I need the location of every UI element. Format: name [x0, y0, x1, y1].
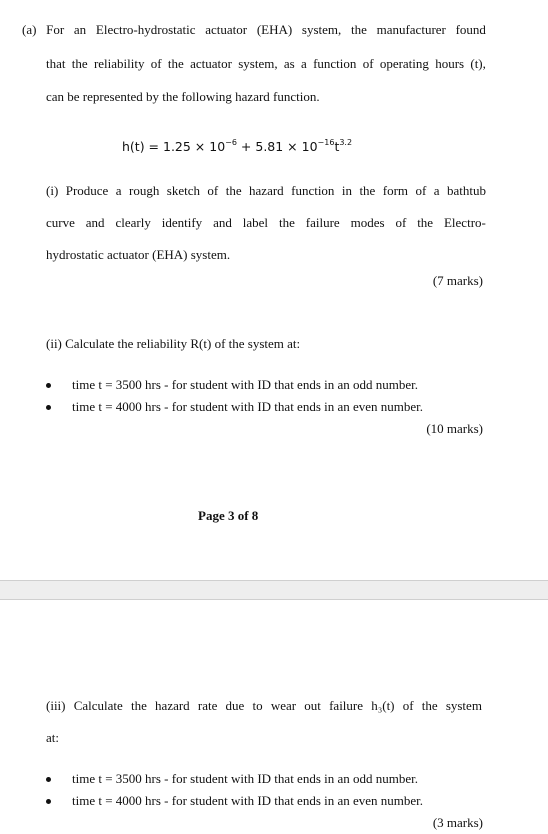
part-i-marks: (7 marks): [432, 273, 483, 288]
word: label: [242, 215, 269, 230]
equation-exponent-2: −16: [317, 138, 335, 147]
word: identify: [161, 215, 203, 230]
bullet-dot: [46, 777, 51, 782]
word: operating: [379, 56, 429, 71]
bullet-dot: [46, 405, 51, 410]
word: Electro-hydrostatic: [95, 22, 196, 37]
word: hours: [435, 56, 465, 71]
para-a-line-1: [22, 22, 486, 38]
word: system,: [238, 56, 278, 71]
word: the: [130, 698, 147, 713]
word: and: [213, 215, 232, 230]
word: the: [350, 22, 367, 37]
word: failure: [305, 215, 340, 230]
word: the: [278, 215, 295, 230]
word: failure: [329, 698, 364, 713]
word: out: [304, 698, 321, 713]
equation-variable: t: [334, 139, 340, 154]
part-i-line-1: [46, 183, 486, 199]
word: Calculate: [73, 698, 123, 713]
word: of: [150, 56, 162, 71]
word: wear: [270, 698, 297, 713]
part-iii-marks: (3 marks): [432, 815, 483, 830]
word: due: [225, 698, 245, 713]
word: function: [291, 183, 335, 198]
word: an: [73, 22, 87, 37]
word: of: [395, 215, 407, 230]
word: of: [207, 183, 219, 198]
part-ii-bullet-1: time t = 3500 hrs - for student with ID that ends in an odd number.: [72, 377, 419, 392]
page-number: Page 3 of 8: [198, 508, 259, 523]
word: a: [115, 183, 122, 198]
part-i-line-2: [46, 215, 486, 231]
word: of: [402, 698, 414, 713]
word: sketch: [166, 183, 200, 198]
part-iii-line-2: at:: [46, 730, 59, 745]
part-ii-bullet-2: time t = 4000 hrs - for student with ID that ends in an even number.: [72, 399, 424, 414]
word: manufacturer: [376, 22, 446, 37]
word: the: [71, 56, 88, 71]
bullet-dot: [46, 383, 51, 388]
word: the: [421, 698, 438, 713]
document-page-4: [0, 600, 548, 834]
word: h₃(t): [371, 698, 395, 713]
word: curve: [46, 215, 75, 230]
word: found: [455, 22, 486, 37]
word: in: [341, 183, 352, 198]
word: For: [46, 22, 65, 37]
word: of: [362, 56, 374, 71]
word: to: [252, 698, 263, 713]
word: the: [359, 183, 376, 198]
word: hazard: [155, 698, 190, 713]
part-ii-question: (ii) Calculate the reliability R(t) of the system at:: [46, 336, 301, 351]
word: (t),: [470, 56, 486, 71]
hazard-equation: [122, 135, 352, 155]
word: (iii): [46, 698, 66, 713]
para-a-line-3: can be represented by the following hazard function.: [46, 89, 320, 104]
para-a-line-2: [46, 56, 486, 72]
word: the: [417, 215, 434, 230]
word: (a): [22, 22, 37, 37]
word: Electro-: [443, 215, 486, 230]
part-iii-line-1: [46, 698, 482, 714]
word: bathtub: [446, 183, 486, 198]
word: as: [283, 56, 295, 71]
word: (EHA): [256, 22, 293, 37]
equation-exponent-3: 3.2: [339, 138, 353, 147]
word: actuator: [205, 22, 248, 37]
equation-exponent-1: −6: [225, 138, 237, 147]
word: of: [415, 183, 427, 198]
word: that: [46, 56, 66, 71]
word: (i): [46, 183, 59, 198]
equation-lhs: h(t) = 1.25 × 10: [122, 139, 226, 154]
word: a: [301, 56, 307, 71]
word: the: [167, 56, 184, 71]
bullet-dot: [46, 799, 51, 804]
part-iii-bullet-1: time t = 3500 hrs - for student with ID that ends in an odd number.: [72, 771, 419, 786]
equation-mid: + 5.81 × 10: [236, 139, 318, 154]
word: function: [313, 56, 357, 71]
word: and: [85, 215, 105, 230]
word: form: [382, 183, 409, 198]
word: the: [225, 183, 242, 198]
part-ii-marks: (10 marks): [426, 421, 483, 436]
page-separator: [0, 580, 548, 600]
part-i-line-3: hydrostatic actuator (EHA) system.: [46, 247, 231, 262]
word: rate: [197, 698, 218, 713]
word: actuator: [190, 56, 232, 71]
word: reliability: [93, 56, 145, 71]
word: Produce: [65, 183, 109, 198]
word: modes: [350, 215, 385, 230]
word: clearly: [115, 215, 151, 230]
part-iii-bullet-2: time t = 4000 hrs - for student with ID that ends in an even number.: [72, 793, 424, 808]
word: system: [445, 698, 482, 713]
word: hazard: [249, 183, 284, 198]
word: rough: [128, 183, 160, 198]
word: a: [433, 183, 440, 198]
word: system,: [301, 22, 342, 37]
